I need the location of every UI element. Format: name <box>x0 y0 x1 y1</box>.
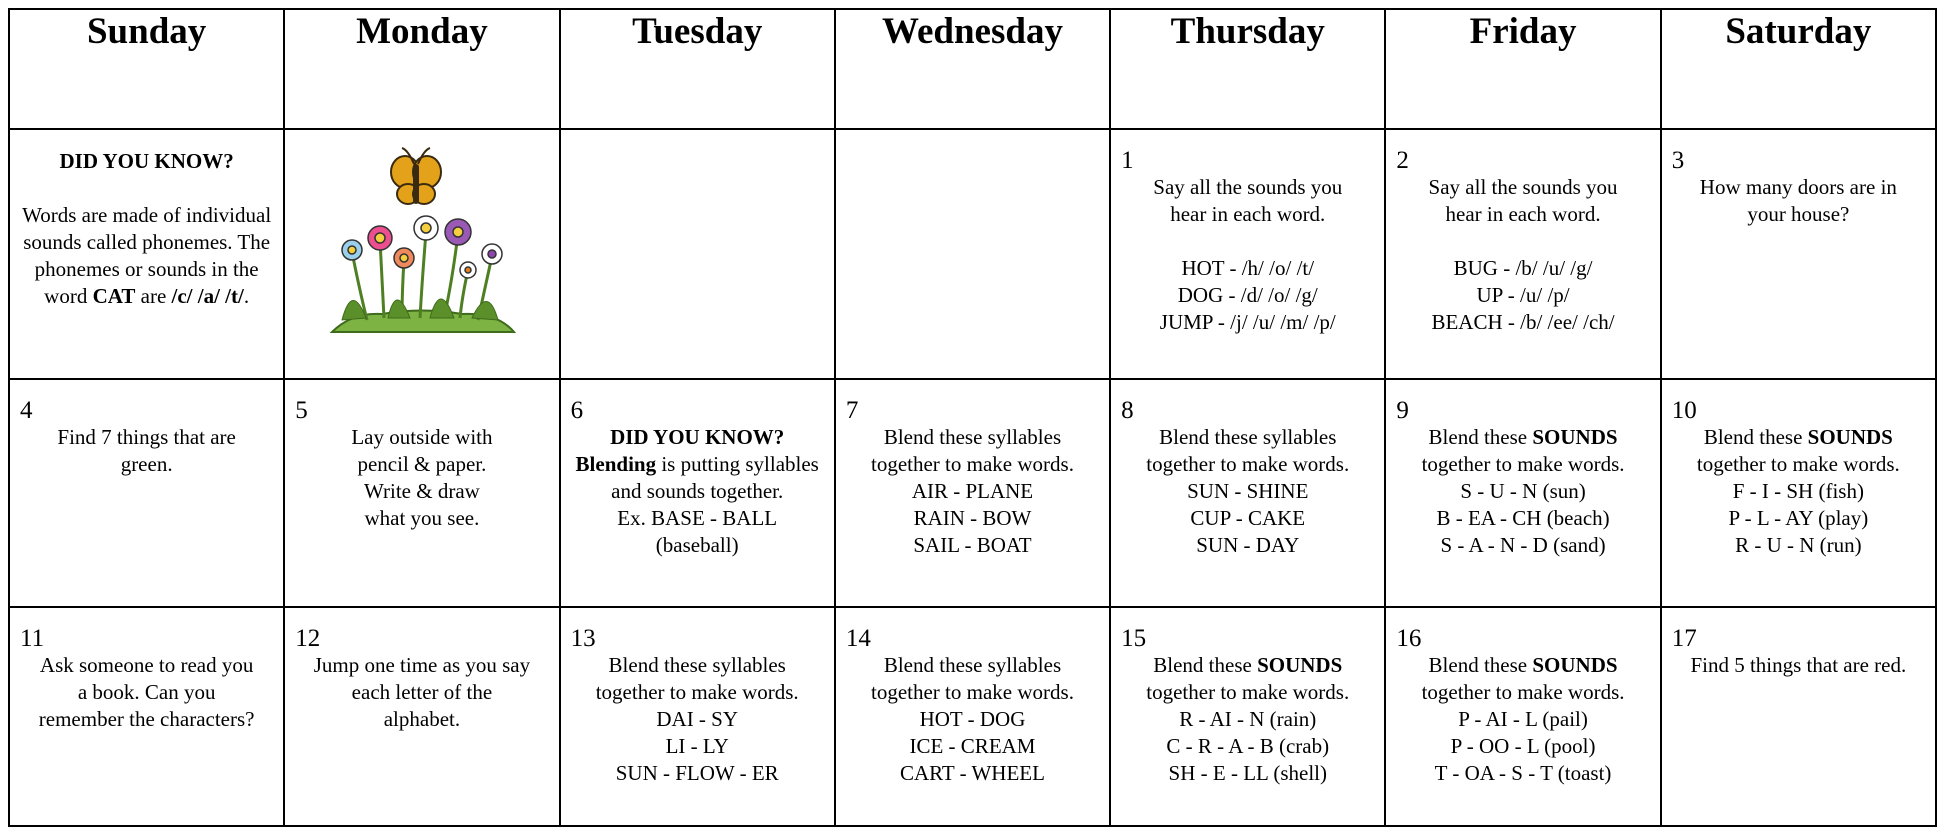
activity-text: Blend these syllables together to make words. DAI - SY LI - LY SUN - FLOW - ER <box>595 653 799 785</box>
date-number: 1 <box>1121 147 1134 174</box>
activity-text: Blend these SOUNDS together to make words. P - AI - L (pail) P - OO - L (pool) T - OA - S - T (toast) <box>1421 653 1625 785</box>
cell-empty-wed <box>835 129 1110 379</box>
activity-text: Find 5 things that are red. <box>1690 653 1907 677</box>
cell-empty-tue <box>560 129 835 379</box>
date-number: 9 <box>1396 397 1409 424</box>
activity-text: Blend these syllables together to make words. SUN - SHINE CUP - CAKE SUN - DAY <box>1146 425 1350 557</box>
blending-definition: Blending is putting syllables and sounds together. <box>575 452 819 503</box>
cell-day-3 <box>1661 129 1936 379</box>
cell-day-14 <box>835 607 1110 826</box>
activity-text: Find 7 things that are green. <box>57 425 236 476</box>
date-number: 2 <box>1396 147 1409 174</box>
cell-day-5 <box>284 379 559 607</box>
date-number: 10 <box>1671 397 1697 424</box>
cell-day-2 <box>1385 129 1660 379</box>
date-number: 8 <box>1121 397 1134 424</box>
date-number: 3 <box>1671 147 1685 174</box>
date-number: 4 <box>20 397 33 424</box>
cell-day-10 <box>1661 379 1936 607</box>
cell-day-1 <box>1110 129 1385 379</box>
header-thursday: Thursday <box>1110 9 1385 129</box>
activity-text: Blend these syllables together to make words. AIR - PLANE RAIN - BOW SAIL - BOAT <box>871 425 1074 557</box>
activity-text: Lay outside with pencil & paper. Write & draw what you see. <box>351 425 493 530</box>
header-monday: Monday <box>284 9 559 129</box>
header-saturday: Saturday <box>1661 9 1936 129</box>
activity-text: Blend these SOUNDS together to make words. R - AI - N (rain) C - R - A - B (crab) SH - E - LL (shell) <box>1146 653 1350 785</box>
activity-text: Say all the sounds you hear in each word. BUG - /b/ /u/ /g/ UP - /u/ /p/ BEACH - /b/ /ee/ /ch/ <box>1428 175 1618 334</box>
date-number: 16 <box>1396 625 1422 652</box>
cell-day-6 <box>560 379 835 607</box>
did-you-know-title: DID YOU KNOW? <box>59 149 234 173</box>
date-number: 11 <box>20 625 45 652</box>
date-number: 12 <box>295 625 321 652</box>
header-wednesday: Wednesday <box>835 9 1110 129</box>
cell-day-16 <box>1385 607 1660 826</box>
cell-flower-art <box>284 129 559 379</box>
cell-day-7 <box>835 379 1110 607</box>
activity-text: Ask someone to read you a book. Can you remember the characters? <box>38 653 255 731</box>
date-number: 15 <box>1121 625 1147 652</box>
activity-text: Blend these SOUNDS together to make words. S - U - N (sun) B - EA - CH (beach) S - A - N - D (sand) <box>1421 425 1625 557</box>
date-number: 7 <box>845 397 859 424</box>
header-sunday: Sunday <box>9 9 284 129</box>
date-number: 13 <box>570 625 596 652</box>
activity-text: How many doors are in your house? <box>1699 175 1897 226</box>
cell-did-you-know <box>9 129 284 379</box>
date-number: 6 <box>570 397 584 424</box>
cell-day-11 <box>9 607 284 826</box>
cell-day-4 <box>9 379 284 607</box>
date-number: 14 <box>845 625 871 652</box>
date-number: 17 <box>1671 625 1697 652</box>
activity-text: Jump one time as you say each letter of the alphabet. <box>313 653 531 731</box>
weekday-header-row <box>9 9 1936 129</box>
cell-day-17 <box>1661 607 1936 826</box>
butterfly-icon <box>391 148 441 204</box>
week-row-3 <box>9 607 1936 826</box>
date-number: 5 <box>295 397 308 424</box>
activity-text: Blend these syllables together to make words. HOT - DOG ICE - CREAM CART - WHEEL <box>871 653 1074 785</box>
week-row-1 <box>9 129 1936 379</box>
header-friday: Friday <box>1385 9 1660 129</box>
butterfly-flowers-clipart <box>322 142 522 342</box>
cell-day-8 <box>1110 379 1385 607</box>
cell-day-12 <box>284 607 559 826</box>
activity-text: DID YOU KNOW? Blending is putting syllables and sounds together. Ex. BASE - BALL (baseball) <box>561 424 834 559</box>
cell-day-15 <box>1110 607 1385 826</box>
cell-day-9 <box>1385 379 1660 607</box>
phoneme-text: Words are made of individual sounds called phonemes. The phonemes or sounds in the word CAT are /c/ /a/ /t/. <box>22 203 272 308</box>
activity-text: Blend these SOUNDS together to make words. F - I - SH (fish) P - L - AY (play) R - U - N (run) <box>1696 425 1900 557</box>
activity-text: Say all the sounds you hear in each word. HOT - /h/ /o/ /t/ DOG - /d/ /o/ /g/ JUMP - /j/ /u/ /m/ /p/ <box>1153 175 1343 334</box>
calendar-table <box>8 8 1937 827</box>
cell-day-13 <box>560 607 835 826</box>
week-row-2 <box>9 379 1936 607</box>
did-you-know-title: DID YOU KNOW? <box>610 425 785 449</box>
header-tuesday: Tuesday <box>560 9 835 129</box>
